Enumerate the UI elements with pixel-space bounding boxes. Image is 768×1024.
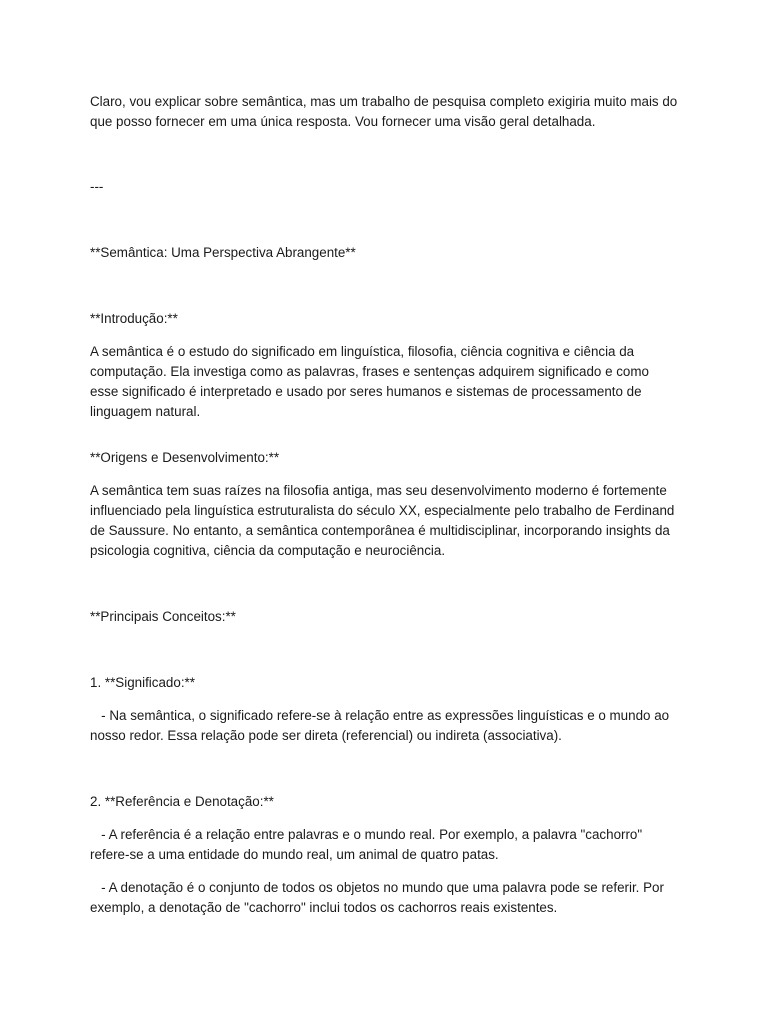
heading-origens: **Origens e Desenvolvimento:**: [90, 450, 280, 465]
list-item-referencia: 2. **Referência e Denotação:**: [90, 794, 274, 809]
paragraph-significado: - Na semântica, o significado refere-se à relação entre as expressões linguísticas e o mundo ao nosso redor. Essa relação pode ser direta (referencial) ou indireta (associativa).: [90, 708, 673, 743]
document-title: **Semântica: Uma Perspectiva Abrangente**: [90, 245, 356, 260]
paragraph-origens: A semântica tem suas raízes na filosofia antiga, mas seu desenvolvimento moderno é fortemente influenciado pela linguística estruturalista do século XX, especialmente pelo trabalho de Ferdinand de Saussure. No entanto, a semântica contemporânea é multidisciplinar, incorporando insights da psicologia cognitiva, ciência da computação e neurociência.: [90, 483, 679, 558]
heading-introducao: **Introdução:**: [90, 311, 178, 326]
heading-principais-conceitos: **Principais Conceitos:**: [90, 609, 236, 624]
paragraph-referencia: - A referência é a relação entre palavras e o mundo real. Por exemplo, a palavra "cachorro" refere-se a uma entidade do mundo real, um animal de quatro patas.: [90, 827, 646, 862]
intro-paragraph: Claro, vou explicar sobre semântica, mas um trabalho de pesquisa completo exigiria muito mais do que posso fornecer em uma única resposta. Vou fornecer uma visão geral detalhada.: [90, 94, 681, 129]
list-item-significado: 1. **Significado:**: [90, 675, 195, 690]
paragraph-introducao: A semântica é o estudo do significado em linguística, filosofia, ciência cognitiva e ciência da computação. Ela investiga como as palavras, frases e sentenças adquirem significado e como esse significado é interpretado e usado por seres humanos e sistemas de processamento de linguagem natural.: [90, 344, 653, 419]
separator-line: ---: [90, 179, 104, 194]
paragraph-denotacao: - A denotação é o conjunto de todos os objetos no mundo que uma palavra pode se referir. Por exemplo, a denotação de "cachorro" inclui todos os cachorros reais existentes.: [90, 880, 668, 915]
